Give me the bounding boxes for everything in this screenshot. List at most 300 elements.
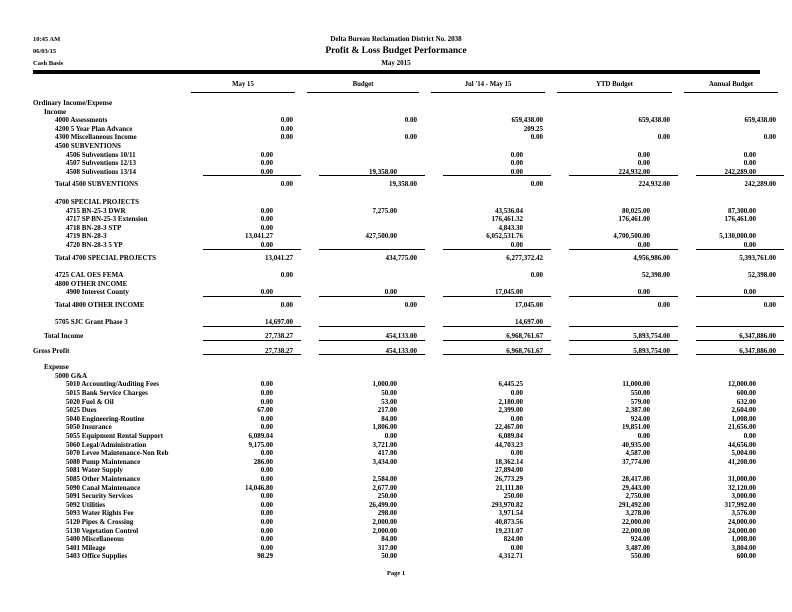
column-header: Annual Budget (684, 80, 778, 93)
report-row (33, 441, 784, 450)
value-cell: 18,362.14 (495, 457, 523, 466)
value-cell: 176,461.00 (724, 215, 756, 224)
value-cell (551, 125, 678, 134)
value-cell (551, 198, 678, 207)
value-cell: 2,750.00 (625, 492, 650, 501)
account-label: 5025 Dues (66, 406, 97, 415)
value-cell: 4,312.71 (498, 552, 523, 561)
report-row (33, 159, 784, 168)
value-cell: 659,438.00 (744, 116, 776, 125)
account-label: 4718 BN-28-3 STP (66, 223, 122, 232)
value-cell (678, 280, 784, 289)
value-cell: 80,025.00 (622, 206, 650, 215)
value-cell: 2,604.00 (731, 406, 756, 415)
value-cell: 6,445.25 (498, 380, 523, 389)
value-cell (551, 363, 678, 372)
account-label: 5040 Engineering-Routine (66, 414, 145, 423)
account-label: 5130 Vegetation Control (66, 526, 139, 535)
account-label: Total 4700 SPECIAL PROJECTS (55, 253, 157, 262)
account-label: 4200 5 Year Plan Advance (55, 124, 133, 133)
value-cell (301, 280, 425, 289)
value-cell: 26,499.00 (369, 500, 397, 509)
value-cell: 632.00 (736, 397, 756, 406)
value-cell: 0.00 (280, 180, 293, 189)
column-header: May 15 (191, 80, 295, 93)
value-cell: 28,417.00 (622, 474, 650, 483)
print-time: 10:45 AM (33, 36, 61, 43)
account-label: 5091 Security Services (66, 492, 133, 501)
value-cell (551, 466, 678, 475)
value-cell (301, 215, 425, 224)
account-label: 5020 Fuel & Oil (66, 397, 114, 406)
value-cell: 21,111.80 (495, 483, 523, 492)
report-row (33, 449, 784, 458)
account-label: Gross Profit (33, 346, 70, 355)
value-cell (425, 372, 551, 381)
value-cell (425, 142, 551, 151)
report-subtitle: May 2015 (381, 59, 411, 67)
value-cell: 11,000.00 (622, 380, 650, 389)
value-cell: 0.00 (260, 423, 273, 432)
report-row (33, 363, 784, 372)
value-cell (185, 198, 301, 207)
value-cell: 2,399.00 (498, 406, 523, 415)
value-cell: 0.00 (280, 124, 293, 133)
value-cell: 286.00 (253, 457, 273, 466)
value-cell: 43,536.04 (495, 206, 523, 215)
value-cell: 37,774.00 (622, 457, 650, 466)
value-cell: 0.00 (763, 300, 776, 309)
value-cell (678, 99, 784, 108)
value-cell: 17,045.00 (425, 288, 551, 297)
value-cell: 2,180.00 (498, 397, 523, 406)
value-cell: 2,584.00 (372, 474, 397, 483)
report-row (33, 372, 784, 381)
value-cell (301, 125, 425, 134)
report-row (33, 475, 784, 484)
value-cell: 0.00 (185, 288, 301, 297)
value-cell: 0.00 (510, 449, 523, 458)
value-cell: 0.00 (260, 535, 273, 544)
value-cell: 298.00 (377, 509, 397, 518)
account-label: 5000 G&A (55, 371, 88, 380)
value-cell: 29,443.00 (622, 483, 650, 492)
print-date: 06/03/15 (33, 48, 57, 55)
company-name: Delta Bureau Reclamation District No. 2038 (330, 35, 462, 43)
value-cell: 0.00 (510, 543, 523, 552)
report-body (33, 99, 784, 561)
value-cell: 40,935.00 (622, 440, 650, 449)
value-cell: 3,278.00 (625, 509, 650, 518)
value-cell: 4,587.00 (625, 449, 650, 458)
value-cell: 0.00 (743, 150, 756, 159)
value-cell (301, 151, 425, 160)
account-label: 5015 Bank Service Charges (66, 389, 148, 398)
value-cell: 6,968,761.67 (425, 347, 551, 356)
value-cell: 0.00 (280, 116, 293, 125)
value-cell: 0.00 (260, 509, 273, 518)
value-cell (678, 363, 784, 372)
value-cell (551, 372, 678, 381)
value-cell (425, 198, 551, 207)
value-cell: 0.00 (404, 116, 417, 125)
value-cell: 0.00 (185, 168, 301, 177)
value-cell: 2,000.00 (372, 517, 397, 526)
value-cell: 6,277,372.42 (506, 253, 543, 262)
account-label: 5081 Water Supply (66, 466, 123, 475)
value-cell (551, 280, 678, 289)
account-label: 4000 Assessments (55, 116, 108, 125)
value-cell: 0.00 (260, 380, 273, 389)
report-row (33, 535, 784, 544)
value-cell: 0.00 (260, 449, 273, 458)
value-cell: 0.00 (384, 432, 397, 440)
value-cell: 3,000.00 (731, 492, 756, 501)
report-row (33, 347, 784, 356)
value-cell: 2,677.00 (372, 483, 397, 492)
accounting-basis: Cash Basis (33, 60, 64, 67)
value-cell: 1,806.00 (372, 423, 397, 432)
value-cell: 209.25 (523, 124, 543, 133)
value-cell: 0.00 (260, 466, 273, 475)
value-cell: 3,576.00 (731, 509, 756, 518)
value-cell: 454,133.00 (301, 347, 425, 356)
value-cell: 6,089.04 (248, 432, 273, 440)
value-cell (551, 318, 678, 327)
value-cell: 224,932.00 (551, 168, 678, 177)
account-label: 5093 Water Rights Fee (66, 509, 134, 518)
report-row (33, 288, 784, 297)
value-cell: 7,275.00 (372, 206, 397, 215)
account-label: Income (44, 107, 67, 116)
value-cell (678, 372, 784, 381)
value-cell: 0.00 (637, 432, 650, 440)
value-cell (678, 224, 784, 233)
value-cell: 0.00 (260, 206, 273, 215)
value-cell: 0.00 (743, 159, 756, 168)
value-cell: 176,461.00 (618, 215, 650, 224)
value-cell: 3,721.00 (372, 440, 397, 449)
report-row (33, 241, 784, 250)
account-label: Total Income (44, 332, 84, 341)
value-cell (301, 198, 425, 207)
value-cell: 0.00 (425, 241, 551, 250)
account-label: Ordinary Income/Expense (33, 99, 113, 107)
account-label: 5090 Canal Maintenance (66, 483, 141, 492)
value-cell: 0.00 (260, 159, 273, 168)
report-row (33, 332, 784, 341)
value-cell: 0.00 (260, 500, 273, 509)
account-label: Total 4800 OTHER INCOME (55, 300, 145, 309)
value-cell: 0.00 (530, 271, 543, 280)
value-cell (425, 363, 551, 372)
value-cell: 87,300.00 (728, 206, 756, 215)
value-cell: 22,467.00 (495, 423, 523, 432)
value-cell (551, 142, 678, 151)
report-row (33, 492, 784, 501)
value-cell: 3,804.00 (731, 543, 756, 552)
value-cell (185, 99, 301, 108)
value-cell: 5,393,761.00 (739, 253, 776, 262)
value-cell: 0.00 (743, 432, 756, 440)
report-row (33, 501, 784, 510)
value-cell: 24,000.00 (728, 526, 756, 535)
report-title: Profit & Loss Budget Performance (325, 46, 467, 56)
value-cell: 0.00 (280, 133, 293, 142)
value-cell: 0.00 (551, 288, 678, 297)
account-label: Expense (44, 363, 69, 372)
value-cell: 417.00 (377, 449, 397, 458)
value-cell: 0.00 (260, 389, 273, 398)
report-row (33, 458, 784, 467)
account-label: 5080 Pump Maintenance (66, 457, 141, 466)
value-cell: 14,697.00 (425, 318, 551, 327)
account-label: 4500 SUBVENTIONS (55, 141, 121, 150)
value-cell (551, 99, 678, 108)
value-cell: 454,133.00 (301, 332, 425, 341)
value-cell: 52,398.00 (642, 271, 670, 280)
value-cell: 317.00 (377, 543, 397, 552)
value-cell (301, 99, 425, 108)
value-cell: 24,000.00 (728, 517, 756, 526)
report-row (33, 215, 784, 224)
value-cell: 12,000.00 (728, 380, 756, 389)
value-cell: 2,000.00 (372, 526, 397, 535)
value-cell: 5,130,000.00 (719, 232, 756, 241)
value-cell: 0.00 (763, 133, 776, 142)
value-cell: 31,000.00 (728, 474, 756, 483)
value-cell: 13,041.27 (265, 253, 293, 262)
value-cell (425, 99, 551, 108)
value-cell: 0.00 (637, 159, 650, 168)
value-cell: 84.00 (381, 535, 397, 544)
value-cell: 0.00 (637, 150, 650, 159)
value-cell: 6,347,886.00 (678, 347, 784, 356)
report-row (33, 423, 784, 432)
value-cell: 14,697.00 (185, 318, 301, 327)
value-cell: 293,970.82 (491, 500, 523, 509)
value-cell: 0.00 (260, 517, 273, 526)
value-cell: 0.00 (510, 150, 523, 159)
report-row (33, 108, 784, 117)
value-cell: 4,956,986.00 (633, 253, 670, 262)
value-cell: 176,461.32 (491, 215, 523, 224)
report-row (33, 271, 784, 280)
value-cell: 0.00 (260, 414, 273, 423)
value-cell (678, 318, 784, 327)
value-cell: 0.00 (510, 414, 523, 423)
value-cell: 0.00 (678, 241, 784, 250)
report-row (33, 432, 784, 441)
account-label: 5085 Other Maintenance (66, 474, 141, 483)
value-cell: 550.00 (630, 552, 650, 561)
account-label: 5403 Office Supplies (66, 552, 128, 561)
value-cell (678, 108, 784, 117)
value-cell: 217.00 (377, 406, 397, 415)
value-cell: 44,656.00 (728, 440, 756, 449)
value-cell (185, 142, 301, 151)
value-cell: 98.29 (257, 552, 273, 561)
value-cell: 5,893,754.00 (551, 347, 678, 356)
account-label: 4717 SP BN-25-3 Extension (66, 215, 148, 224)
page-number: Page 1 (386, 570, 406, 577)
value-cell: 5,004.00 (731, 449, 756, 458)
value-cell: 1,008.00 (731, 414, 756, 423)
value-cell: 67.00 (257, 406, 273, 415)
report-row (33, 254, 784, 263)
account-label: 5010 Accounting/Auditing Fees (66, 380, 159, 389)
value-cell: 1,000.00 (372, 380, 397, 389)
value-cell: 550.00 (630, 389, 650, 398)
value-cell (678, 125, 784, 134)
value-cell: 2,387.00 (625, 406, 650, 415)
value-cell: 84.00 (381, 414, 397, 423)
value-cell: 317,992.00 (724, 500, 756, 509)
value-cell: 0.00 (301, 288, 425, 297)
value-cell (185, 280, 301, 289)
value-cell (301, 108, 425, 117)
value-cell: 22,000.00 (622, 517, 650, 526)
value-cell (185, 108, 301, 117)
value-cell: 40,873.56 (495, 517, 523, 526)
value-cell: 0.00 (260, 492, 273, 501)
account-label: 5120 Pipes & Crossing (66, 517, 134, 526)
value-cell (301, 142, 425, 151)
value-cell (301, 318, 425, 327)
value-cell: 19,851.00 (622, 423, 650, 432)
account-label: 4800 OTHER INCOME (55, 279, 128, 288)
value-cell: 26,773.29 (495, 474, 523, 483)
report-row (33, 415, 784, 424)
value-cell: 0.00 (551, 241, 678, 250)
report-row (33, 552, 784, 561)
report-row (33, 389, 784, 398)
report-row (33, 527, 784, 536)
value-cell: 5,893,754.00 (551, 332, 678, 341)
value-cell: 0.00 (260, 474, 273, 483)
value-cell: 1,008.00 (731, 535, 756, 544)
value-cell: 0.00 (260, 150, 273, 159)
report-row (33, 484, 784, 493)
value-cell: 0.00 (530, 180, 543, 189)
report-row (33, 198, 784, 207)
value-cell: 6,347,886.00 (678, 332, 784, 341)
report-row (33, 99, 784, 108)
value-cell (678, 466, 784, 475)
account-label: 5092 Utilities (66, 500, 106, 509)
value-cell: 27,738.27 (185, 332, 301, 341)
report-row (33, 466, 784, 475)
account-label: 4700 SPECIAL PROJECTS (55, 197, 140, 206)
value-cell: 0.00 (280, 271, 293, 280)
value-cell: 291,492.00 (618, 500, 650, 509)
report-row (33, 398, 784, 407)
value-cell: 0.00 (678, 288, 784, 297)
value-cell: 0.00 (260, 543, 273, 552)
value-cell: 6,089.04 (498, 432, 523, 440)
report-row (33, 544, 784, 553)
account-label: 4508 Subventions 13/14 (66, 167, 137, 176)
account-label: 5705 SJC Grant Phase 3 (55, 318, 128, 327)
value-cell (678, 142, 784, 151)
value-cell: 0.00 (425, 168, 551, 177)
report-row (33, 168, 784, 177)
value-cell: 427,500.00 (365, 232, 397, 241)
account-label: 5060 Legal/Administration (66, 440, 147, 449)
column-header: YTD Budget (557, 80, 672, 93)
value-cell: 3,487.00 (625, 543, 650, 552)
value-cell: 32,120.00 (728, 483, 756, 492)
report-row (33, 125, 784, 134)
value-cell: 41,208.00 (728, 457, 756, 466)
report-row (33, 318, 784, 327)
value-cell (551, 224, 678, 233)
value-cell: 22,000.00 (622, 526, 650, 535)
value-cell: 50.00 (381, 389, 397, 398)
account-label: 4506 Subventions 10/11 (66, 150, 136, 159)
value-cell: 0.00 (260, 526, 273, 535)
value-cell: 27,738.27 (185, 347, 301, 356)
value-cell: 250.00 (377, 492, 397, 501)
value-cell: 21,656.00 (728, 423, 756, 432)
value-cell (551, 108, 678, 117)
value-cell: 600.00 (736, 389, 756, 398)
report-row (33, 301, 784, 310)
value-cell: 52,398.00 (748, 271, 776, 280)
value-cell: 659,438.00 (638, 116, 670, 125)
value-cell (301, 466, 425, 475)
page-footer (0, 570, 792, 577)
report-row (33, 142, 784, 151)
value-cell: 924.00 (630, 414, 650, 423)
value-cell: 434,775.00 (385, 253, 417, 262)
value-cell: 3,434.00 (372, 457, 397, 466)
value-cell: 13,041.27 (245, 232, 273, 241)
value-cell (301, 363, 425, 372)
value-cell: 4,700,500.00 (613, 232, 650, 241)
value-cell (301, 372, 425, 381)
value-cell (301, 224, 425, 233)
value-cell: 0.00 (280, 300, 293, 309)
value-cell: 0.00 (185, 241, 301, 250)
value-cell: 224,932.00 (638, 180, 670, 189)
column-header: Budget (307, 80, 419, 93)
report-header (0, 34, 792, 69)
value-cell: 0.00 (260, 215, 273, 224)
value-cell: 4,843.30 (498, 223, 523, 232)
value-cell: 0.00 (657, 300, 670, 309)
value-cell: 824.00 (503, 535, 523, 544)
account-label: 4507 Subventions 12/13 (66, 159, 137, 168)
value-cell: 6,968,761.67 (425, 332, 551, 341)
account-label: 5055 Equipment Rental Support (66, 432, 164, 440)
value-cell: 659,438.00 (511, 116, 543, 125)
report-row (33, 509, 784, 518)
value-cell (425, 280, 551, 289)
value-cell: 242,289.00 (678, 168, 784, 177)
report-row (33, 406, 784, 415)
header-rule (33, 70, 760, 74)
account-label: Total 4500 SUBVENTIONS (55, 180, 138, 189)
value-cell: 0.00 (260, 223, 273, 232)
value-cell: 0.00 (260, 397, 273, 406)
value-cell: 0.00 (404, 133, 417, 142)
report-row (33, 133, 784, 142)
value-cell (185, 372, 301, 381)
value-cell (425, 108, 551, 117)
value-cell: 0.00 (510, 389, 523, 398)
value-cell: 53.00 (381, 397, 397, 406)
